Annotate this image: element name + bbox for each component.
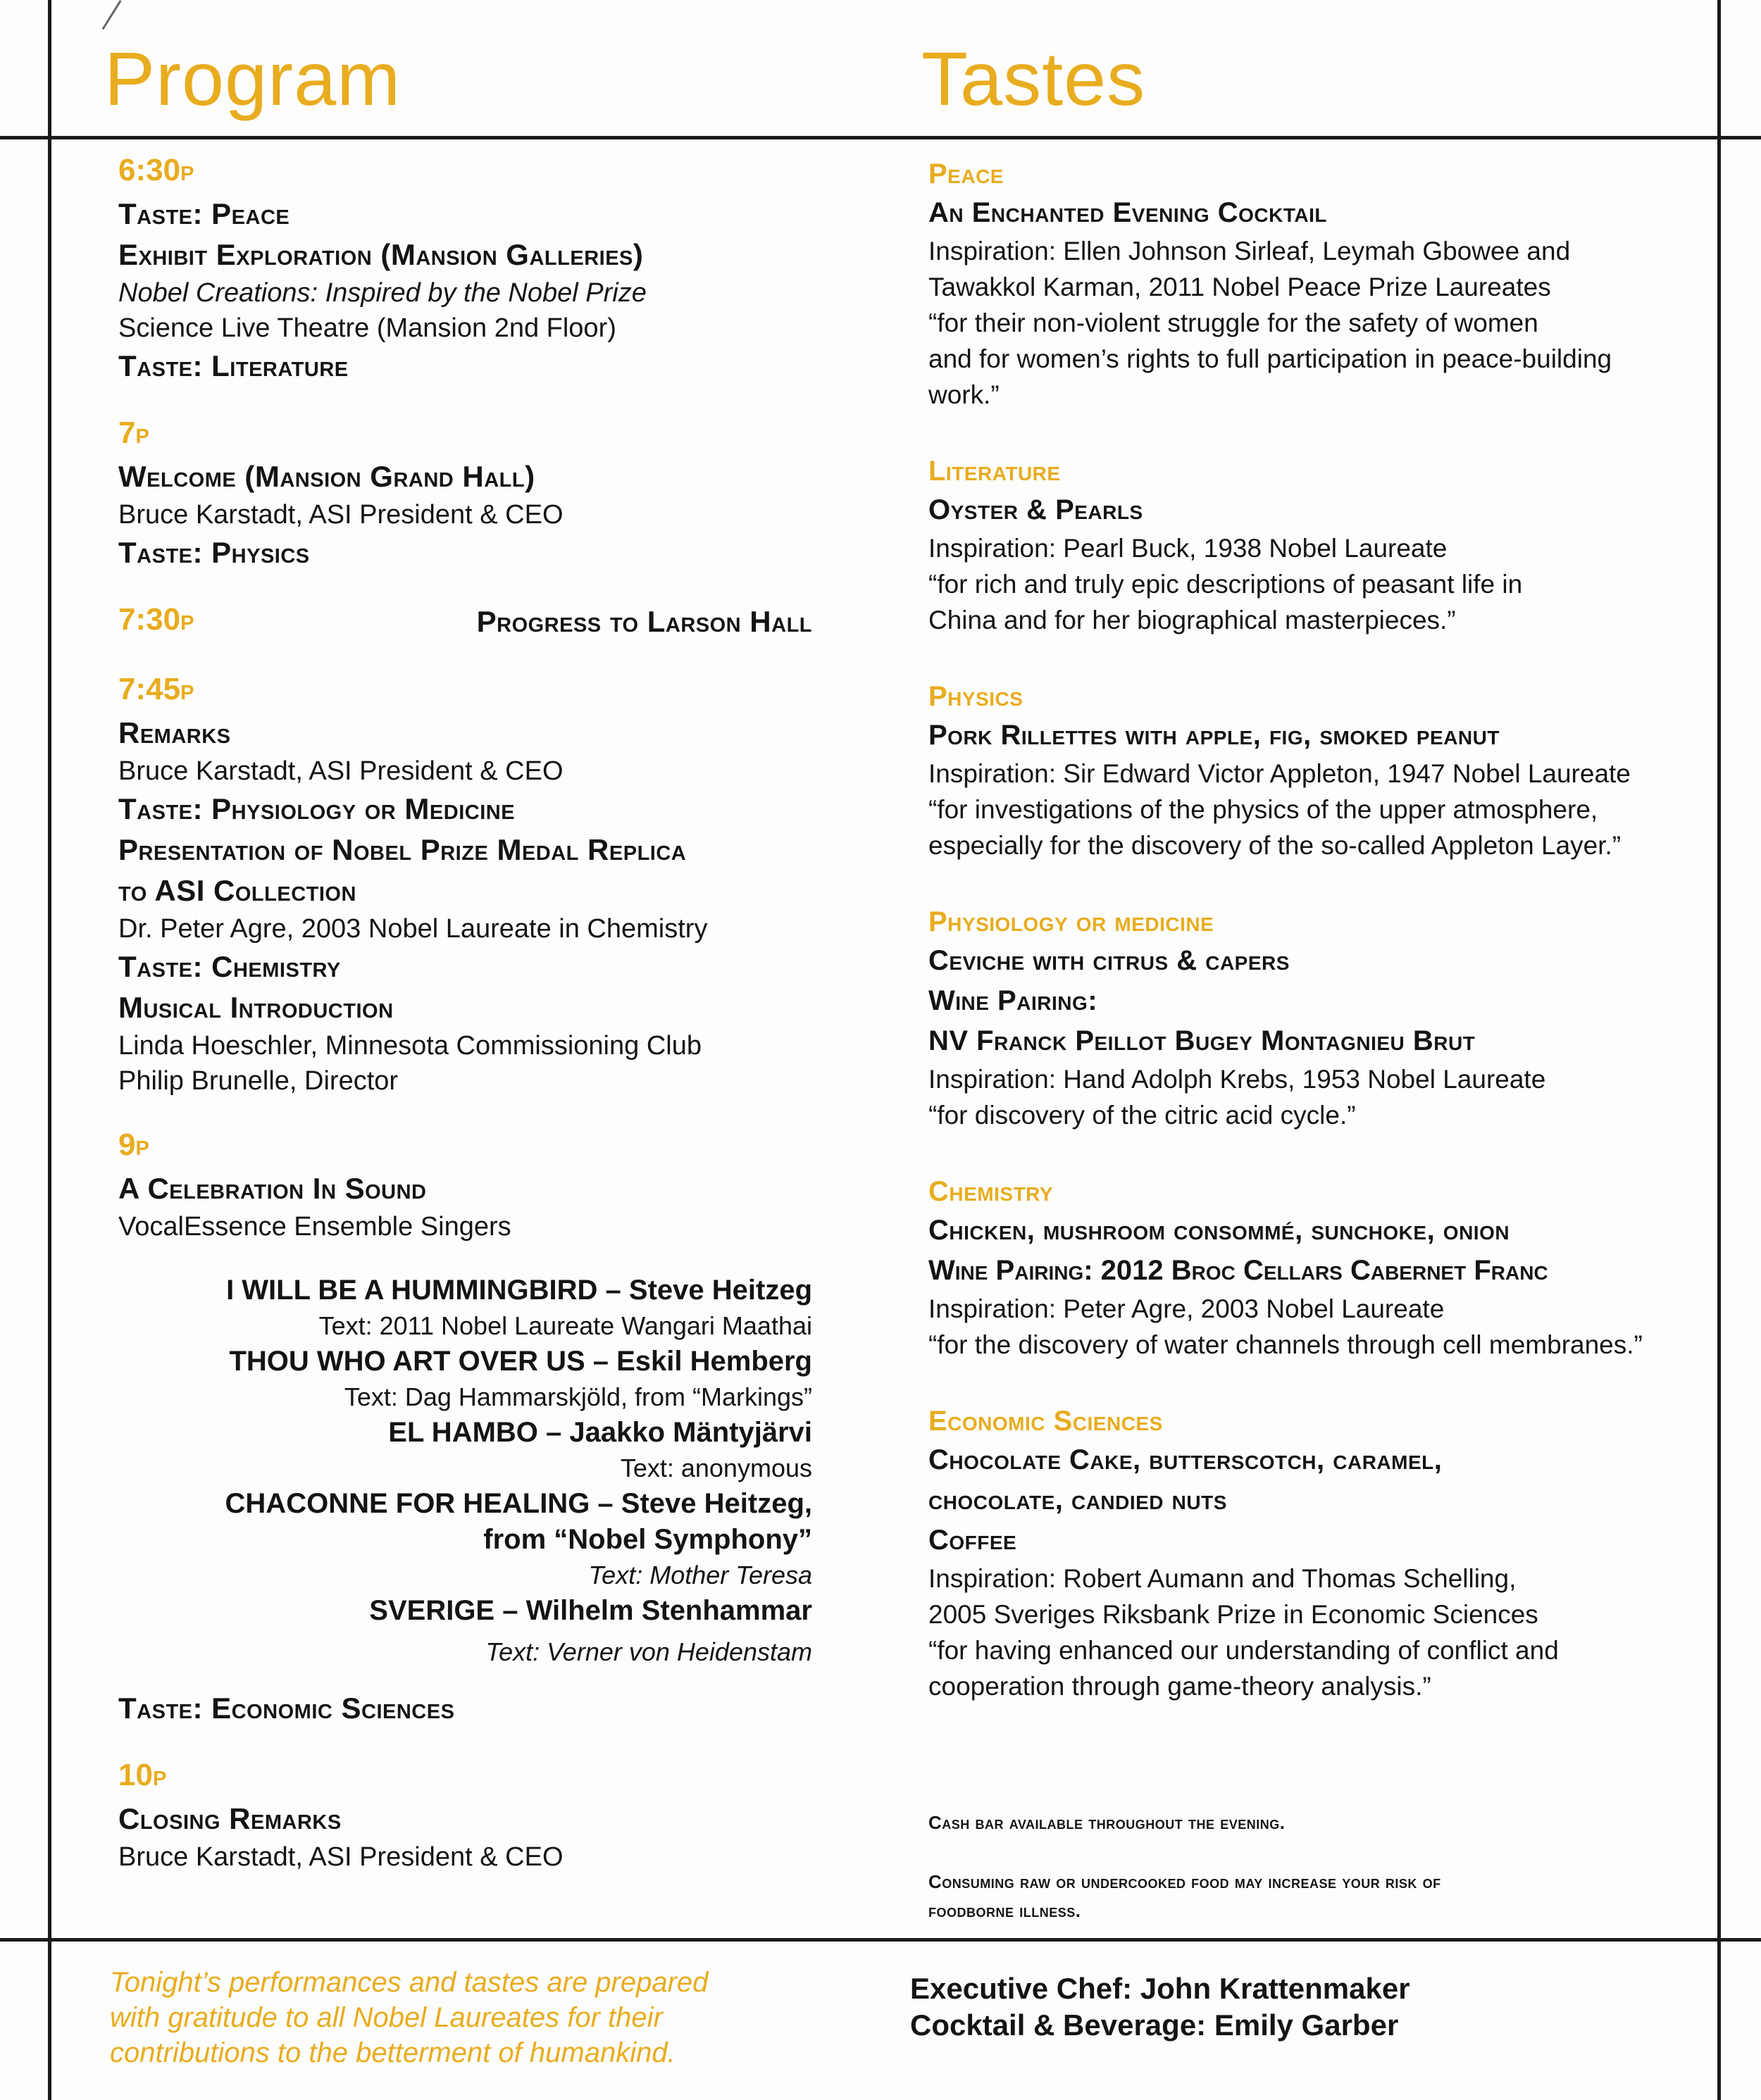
- time-label: 7:45P: [118, 672, 194, 706]
- performance-title: EL HAMBO – Jaakko Mäntyjärvi: [388, 1417, 812, 1448]
- dish-name: Wine Pairing:: [928, 985, 1098, 1016]
- dish-name: Chicken, mushroom consommé, sunchoke, onion: [928, 1215, 1510, 1246]
- taste-economics: [928, 1402, 1717, 1704]
- taste-category: Physics: [928, 681, 1023, 712]
- program-item: Taste: Economic Sciences: [118, 1692, 455, 1725]
- dish-name: Ceviche with citrus & capers: [928, 945, 1290, 976]
- top-rule: [0, 136, 1761, 139]
- program-item: Exhibit Exploration (Mansion Galleries): [118, 238, 644, 271]
- taste-detail: Inspiration: Peter Agre, 2003 Nobel Laureate: [928, 1294, 1445, 1323]
- program-detail: Science Live Theatre (Mansion 2nd Floor): [118, 313, 616, 343]
- dish-name: An Enchanted Evening Cocktail: [928, 197, 1327, 228]
- taste-detail: cooperation through game-theory analysis.”: [928, 1672, 1431, 1701]
- performance-list: [118, 1273, 812, 1670]
- taste-detail: Inspiration: Sir Edward Victor Appleton, 1947 Nobel Laureate: [928, 759, 1631, 788]
- time-label: 7:30P: [118, 602, 194, 637]
- gratitude-line: with gratitude to all Nobel Laureates for their: [110, 2002, 663, 2033]
- taste-detail: and for women’s rights to full participation in peace-building: [928, 344, 1612, 373]
- program-column: [118, 151, 812, 1901]
- performance-title: SVERIGE – Wilhelm Stenhammar: [369, 1595, 812, 1626]
- program-block-10: [118, 1756, 812, 1875]
- taste-detail: especially for the discovery of the so-called Appleton Layer.”: [928, 831, 1622, 860]
- program-item: Musical Introduction: [118, 991, 394, 1024]
- taste-detail: Inspiration: Robert Aumann and Thomas Schelling,: [928, 1564, 1517, 1593]
- program-item: Remarks: [118, 716, 231, 749]
- taste-category: Literature: [928, 456, 1061, 487]
- program-item: Progress to Larson Hall: [476, 604, 812, 638]
- executive-chef: Executive Chef: John Krattenmaker: [910, 1972, 1410, 2005]
- taste-detail: “for their non-violent struggle for the safety of women: [928, 308, 1538, 337]
- taste-detail: “for rich and truly epic descriptions of peasant life in: [928, 570, 1523, 599]
- dish-name: chocolate, candied nuts: [928, 1485, 1227, 1515]
- time-label: 6:30P: [118, 153, 194, 187]
- bottom-rule: [0, 1938, 1761, 1942]
- program-detail: Linda Hoeschler, Minnesota Commissioning Club: [118, 1031, 702, 1061]
- program-item: Taste: Physiology or Medicine: [118, 792, 516, 825]
- left-border: [48, 0, 51, 2100]
- program-detail: Bruce Karstadt, ASI President & CEO: [118, 756, 564, 786]
- taste-physics: [928, 677, 1717, 863]
- taste-category: Peace: [928, 158, 1004, 189]
- program-item: A Celebration In Sound: [118, 1172, 427, 1205]
- time-label: 10P: [118, 1758, 167, 1792]
- performance-text: Text: Mother Teresa: [588, 1561, 812, 1589]
- dish-name: Oyster & Pearls: [928, 494, 1143, 525]
- performance-text: Text: Dag Hammarskjöld, from “Markings”: [344, 1382, 812, 1411]
- program-item: Taste: Physics: [118, 536, 310, 569]
- food-warning: [928, 1868, 1717, 1925]
- time-label: 7P: [118, 415, 149, 450]
- program-item: Welcome (Mansion Grand Hall): [118, 460, 535, 493]
- taste-category: Physiology or medicine: [928, 906, 1214, 937]
- taste-detail: “for the discovery of water channels through cell membranes.”: [928, 1330, 1643, 1359]
- program-block-630: [118, 151, 812, 387]
- beverage-credit: Cocktail & Beverage: Emily Garber: [910, 2008, 1399, 2042]
- taste-category: Chemistry: [928, 1176, 1054, 1207]
- dish-name: Coffee: [928, 1525, 1017, 1556]
- program-item: Taste: Chemistry: [118, 950, 341, 983]
- cash-bar-note: Cash bar available throughout the evening.: [928, 1812, 1286, 1833]
- taste-medicine: [928, 903, 1717, 1133]
- dish-name: Chocolate Cake, butterscotch, caramel,: [928, 1444, 1443, 1475]
- program-detail: Nobel Creations: Inspired by the Nobel Prize: [118, 278, 647, 308]
- taste-detail: 2005 Sveriges Riksbank Prize in Economic Sciences: [928, 1600, 1538, 1629]
- right-border: [1717, 0, 1721, 2100]
- taste-detail: “for discovery of the citric acid cycle.”: [928, 1101, 1356, 1130]
- program-detail: Bruce Karstadt, ASI President & CEO: [118, 500, 564, 530]
- dish-name: NV Franck Peillot Bugey Montagnieu Brut: [928, 1025, 1476, 1056]
- gratitude-note: [110, 1965, 899, 2070]
- performance-title: CHACONNE FOR HEALING – Steve Heitzeg,: [225, 1488, 812, 1519]
- taste-detail: Tawakkol Karman, 2011 Nobel Peace Prize Laureates: [928, 273, 1551, 301]
- program-block-730: [118, 600, 812, 643]
- dish-name: Pork Rillettes with apple, fig, smoked peanut: [928, 720, 1500, 751]
- program-item: Taste: Literature: [118, 349, 349, 382]
- performance-text: Text: anonymous: [620, 1454, 812, 1482]
- program-block-9: [118, 1125, 812, 1729]
- program-block-745: [118, 670, 812, 1099]
- program-item: Presentation of Nobel Prize Medal Replica: [118, 833, 687, 866]
- taste-detail: China and for her biographical masterpieces.”: [928, 606, 1456, 635]
- taste-chemistry: [928, 1173, 1717, 1363]
- taste-detail: Inspiration: Ellen Johnson Sirleaf, Leymah Gbowee and: [928, 237, 1571, 265]
- program-item: Closing Remarks: [118, 1802, 342, 1835]
- taste-peace: [928, 155, 1717, 413]
- program-item: Taste: Peace: [118, 197, 290, 230]
- dish-name: Wine Pairing: 2012 Broc Cellars Cabernet Franc: [928, 1255, 1548, 1286]
- program-block-7: [118, 413, 812, 573]
- performance-title: THOU WHO ART OVER US – Eskil Hemberg: [229, 1346, 812, 1377]
- performance-title: I WILL BE A HUMMINGBIRD – Steve Heitzeg: [226, 1275, 812, 1306]
- taste-detail: “for investigations of the physics of the upper atmosphere,: [928, 795, 1598, 824]
- program-detail: Philip Brunelle, Director: [118, 1066, 399, 1096]
- taste-detail: Inspiration: Hand Adolph Krebs, 1953 Nobel Laureate: [928, 1065, 1546, 1094]
- performance-text: Text: 2011 Nobel Laureate Wangari Maathai: [318, 1311, 812, 1340]
- taste-literature: [928, 452, 1717, 638]
- program-item: to ASI Collection: [118, 874, 356, 907]
- tastes-heading: Tastes: [921, 36, 1146, 121]
- credits: [910, 1970, 1410, 2044]
- taste-detail: Inspiration: Pearl Buck, 1938 Nobel Laureate: [928, 534, 1448, 563]
- corner-mark: [102, 0, 122, 30]
- taste-category: Economic Sciences: [928, 1406, 1163, 1437]
- tastes-column: [928, 155, 1717, 1744]
- program-detail: Dr. Peter Agre, 2003 Nobel Laureate in Chemistry: [118, 914, 708, 944]
- taste-detail: work.”: [928, 380, 1000, 409]
- food-warning-line: Consuming raw or undercooked food may increase your risk of: [928, 1871, 1441, 1892]
- program-detail: VocalEssence Ensemble Singers: [118, 1212, 511, 1242]
- program-heading: Program: [104, 36, 402, 121]
- time-label: 9P: [118, 1127, 149, 1162]
- taste-detail: “for having enhanced our understanding of conflict and: [928, 1636, 1559, 1665]
- gratitude-line: contributions to the betterment of humankind.: [110, 2037, 676, 2068]
- food-warning-line: foodborne illness.: [928, 1900, 1081, 1921]
- gratitude-line: Tonight’s performances and tastes are prepared: [110, 1967, 709, 1998]
- performance-text: Text: Verner von Heidenstam: [485, 1637, 812, 1666]
- performance-title: from “Nobel Symphony”: [483, 1524, 812, 1555]
- program-detail: Bruce Karstadt, ASI President & CEO: [118, 1842, 564, 1872]
